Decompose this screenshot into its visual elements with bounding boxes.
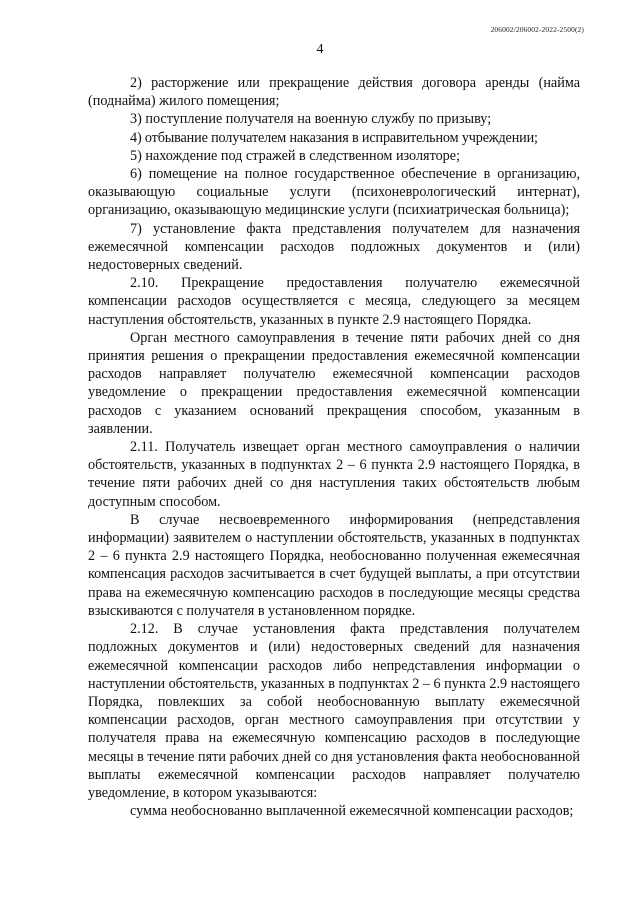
paragraph-item-2: 2) расторжение или прекращение действия договора аренды (найма (поднайма) жилого помещения; — [88, 75, 580, 110]
document-id: 206002/206002-2022-2500(2) — [490, 25, 584, 34]
paragraph-item-7: 7) установление факта представления получателем для назначения ежемесячной компенсации расходов подложных документов и (или) недостоверных сведений. — [88, 220, 580, 274]
paragraph-item-5: 5) нахождение под стражей в следственном изоляторе; — [130, 147, 461, 164]
paragraph-overpaid-amount: сумма необоснованно выплаченной ежемесячной компенсации расходов; — [130, 803, 574, 820]
paragraph-item-6: 6) помещение на полное государственное обеспечение в организацию, оказывающую социальные услуги (психоневрологический интернат), организацию, оказывающую медицинские услуги (психиатрическая больница); — [88, 166, 580, 219]
paragraph-2-10-notice: Орган местного самоуправления в течение пяти рабочих дней со дня принятия решения о прекращении предоставления ежемесячной компенсации расходов направляет получателю ежемесячной компенсации расходов уведомление о прекращении предоставления ежемесячной компенсации расходов с указанием оснований прекращения способом, указанным в заявлении. — [88, 329, 580, 437]
document-body — [88, 74, 580, 820]
page-number: 4 — [316, 42, 324, 57]
paragraph-2-11-late-notice: В случае несвоевременного информирования (непредставления информации) заявителем о наступлении обстоятельств, указанных в подпунктах 2 – 6 пункта 2.9 настоящего Порядка, необоснованно полученная ежемесячная компенсация расходов засчитывается в счет будущей выплаты, а при отсутствии права на ежемесячную компенсацию расходов в последующие месяцы средства взыскиваются с получателя в установленном порядке. — [88, 511, 580, 619]
paragraph-2-11: 2.11. Получатель извещает орган местного самоуправления о наличии обстоятельств, указанных в подпунктах 2 – 6 пункта 2.9 настоящего Порядка, в течение пяти рабочих дней со дня наступления таких обстоятельств любым доступным способом. — [88, 439, 580, 510]
paragraph-2-10: 2.10. Прекращение предоставления получателю ежемесячной компенсации расходов осуществляется с месяца, следующего за месяцем наступления обстоятельств, указанных в пункте 2.9 настоящего Порядка. — [88, 275, 580, 328]
paragraph-item-3: 3) поступление получателя на военную службу по призыву; — [130, 111, 492, 128]
paragraph-2-12: 2.12. В случае установления факта представления получателем подложных документов и (или) недостоверных сведений для назначения ежемесячной компенсации расходов либо непредставления информации о наступлении обстоятельств, указанных в подпунктах 2 – 6 пункта 2.9 настоящего Порядка, повлекших за собой необоснованную выплату ежемесячной компенсации расходов, орган местного самоуправления при отсутствии у получателя права на ежемесячную компенсацию расходов в последующие месяцы в течение пяти рабочих дней со дня установления факта необоснованной выплаты ежемесячной компенсации расходов направляет получателю уведомление, в котором указываются: — [88, 621, 580, 801]
paragraph-item-4: 4) отбывание получателем наказания в исправительном учреждении; — [130, 129, 538, 146]
